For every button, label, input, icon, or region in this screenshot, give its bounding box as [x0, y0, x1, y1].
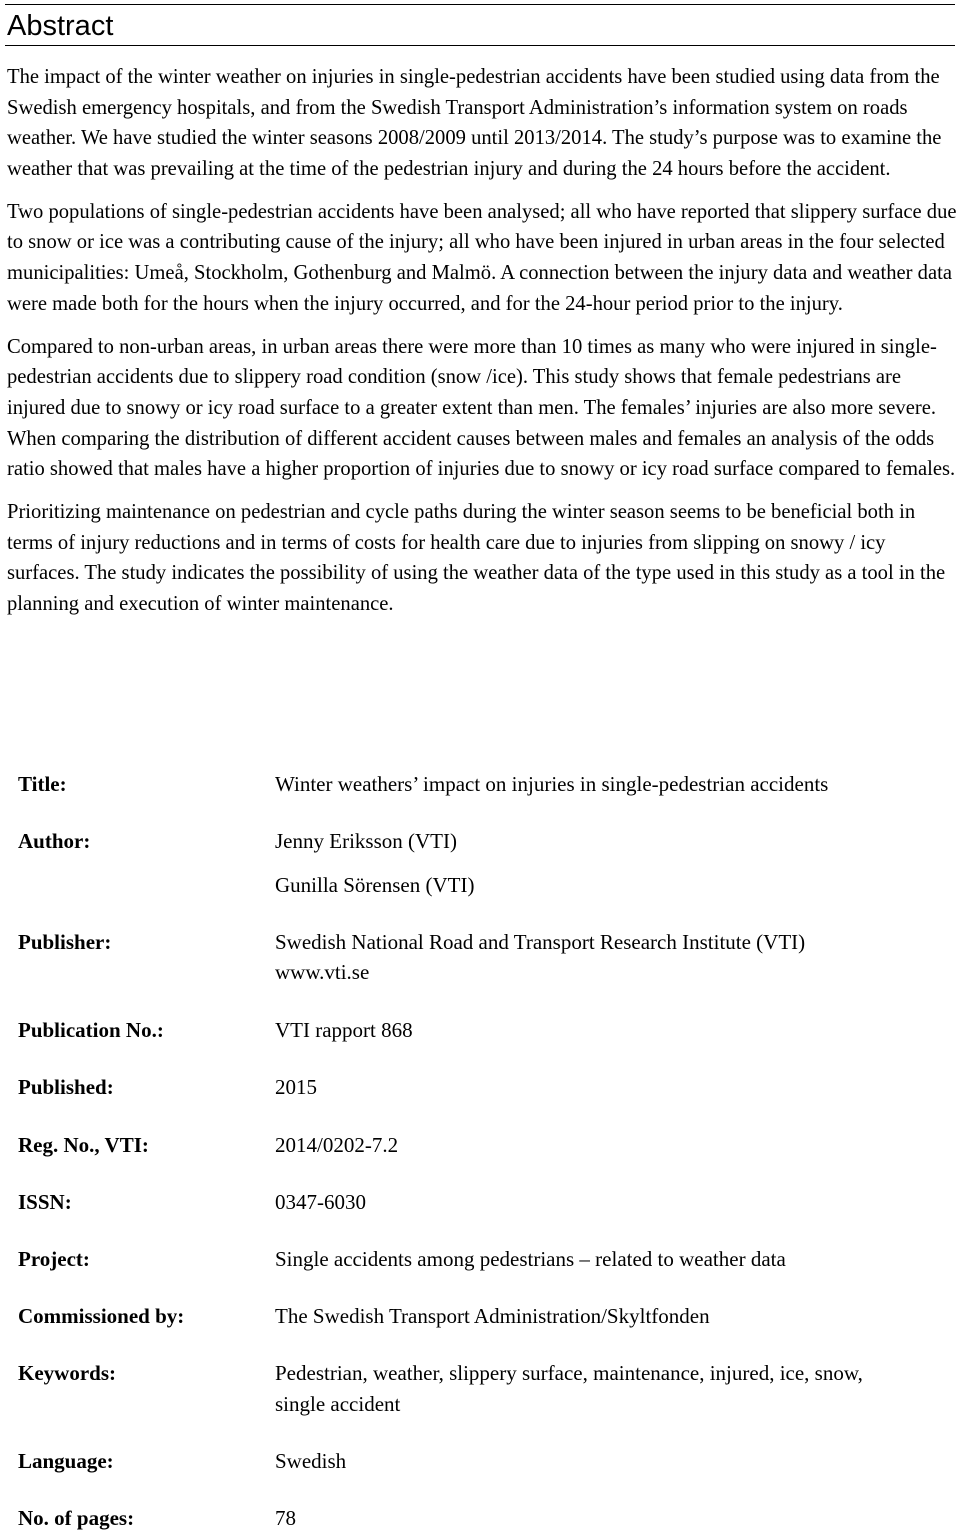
meta-label-published: Published:: [18, 1075, 114, 1099]
meta-label-title: Title:: [18, 772, 67, 796]
meta-label-pages: No. of pages:: [18, 1506, 135, 1530]
abstract-paragraph-4: Prioritizing maintenance on pedestrian and cycle paths during the winter season seems to be beneficial both in terms of injury reductions and in terms of costs for health care due to injuries from slipping on snowy / icy surfaces. The study indicates the possibility of using the weather data of the type used in this study as a tool in the planning and execution of winter maintenance.: [7, 501, 946, 615]
meta-value-reg-no: 2014/0202-7.2: [275, 1133, 399, 1157]
meta-label-reg-no: Reg. No., VTI:: [18, 1133, 149, 1157]
abstract-body: [7, 62, 957, 632]
meta-value-publisher-url: www.vti.se: [275, 960, 370, 984]
meta-label-keywords: Keywords:: [18, 1361, 116, 1385]
meta-label-publication-no: Publication No.:: [18, 1018, 164, 1042]
meta-label-language: Language:: [18, 1449, 114, 1473]
meta-label-publisher: Publisher:: [18, 930, 112, 954]
meta-label-commissioned-by: Commissioned by:: [18, 1304, 185, 1328]
meta-value-publisher: Swedish National Road and Transport Research Institute (VTI): [275, 930, 806, 954]
meta-value-language: Swedish: [275, 1449, 347, 1473]
abstract-paragraph-3: Compared to non-urban areas, in urban areas there were more than 10 times as many who were injured in single-pedestrian accidents due to slippery road condition (snow /ice). This study shows that female pedestrians are injured due to snowy or icy road surface to a greater extent than men. The females’ injuries are also more severe. When comparing the distribution of different accident causes between males and females an analysis of the odds ratio showed that males have a higher proportion of injuries due to snowy or icy road surface compared to females.: [7, 335, 956, 481]
heading-rule-box: [5, 4, 955, 46]
meta-value-title: Winter weathers’ impact on injuries in single-pedestrian accidents: [275, 772, 829, 796]
meta-value-author-1: Jenny Eriksson (VTI): [275, 829, 457, 853]
meta-value-pages: 78: [275, 1506, 296, 1530]
meta-value-commissioned-by: The Swedish Transport Administration/Skyltfonden: [275, 1304, 710, 1328]
meta-label-project: Project:: [18, 1247, 90, 1271]
page-title: Abstract: [7, 10, 114, 42]
meta-value-project: Single accidents among pedestrians – related to weather data: [275, 1247, 786, 1271]
meta-value-publication-no: VTI rapport 868: [275, 1018, 413, 1042]
meta-value-published: 2015: [275, 1075, 317, 1099]
abstract-paragraph-2: Two populations of single-pedestrian accidents have been analysed; all who have reported that slippery surface due to snow or ice was a contributing cause of the injury; all who have been injured in urban areas in the four selected municipalities: Umeå, Stockholm, Gothenburg and Malmö. A connection between the injury data and weather data were made both for the hours when the injury occurred, and for the 24-hour period prior to the injury.: [7, 200, 957, 315]
meta-label-author: Author:: [18, 829, 91, 853]
meta-value-author-2: Gunilla Sörensen (VTI): [275, 873, 475, 897]
meta-value-issn: 0347-6030: [275, 1190, 366, 1214]
meta-label-issn: ISSN:: [18, 1190, 72, 1214]
abstract-paragraph-1: The impact of the winter weather on injuries in single-pedestrian accidents have been studied using data from the Swedish emergency hospitals, and from the Swedish Transport Administration’s information system on roads weather. We have studied the winter seasons 2008/2009 until 2013/2014. The study’s purpose was to examine the weather that was prevailing at the time of the pedestrian injury and during the 24 hours before the accident.: [7, 66, 942, 180]
meta-value-keywords: Pedestrian, weather, slippery surface, maintenance, injured, ice, snow, single accident: [275, 1361, 863, 1416]
